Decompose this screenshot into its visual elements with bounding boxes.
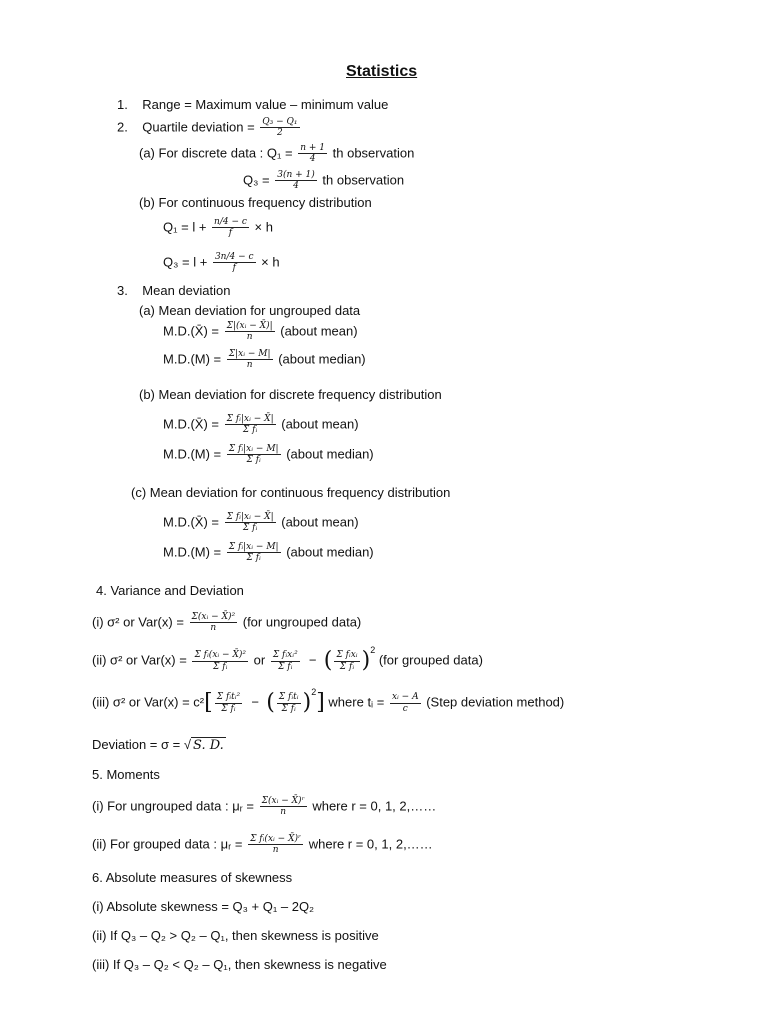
formula-label: M.D.(X̄) = bbox=[163, 323, 219, 339]
continuous-md-heading: (c) Mean deviation for continuous frequency distribution bbox=[131, 485, 451, 500]
formula-label: M.D.(M) = bbox=[163, 351, 222, 367]
left-bracket: [ bbox=[204, 690, 213, 715]
formula-tail: (about median) bbox=[286, 544, 374, 560]
negative-skewness: (iii) If Q₃ – Q₂ < Q₂ – Q₁, then skewness is negative bbox=[92, 957, 387, 972]
range-formula: Range = Maximum value – minimum value bbox=[142, 97, 389, 112]
fraction: $\frac{\text{Σ(xᵢ − X̄)ʳ}}{n}$ bbox=[261, 796, 305, 818]
right-paren: ) bbox=[302, 690, 312, 715]
left-paren: ( bbox=[266, 690, 275, 715]
minus-sign: − bbox=[308, 652, 317, 668]
variance-ungrouped bbox=[92, 612, 361, 634]
md-median-continuous bbox=[163, 542, 374, 564]
deviation-line bbox=[92, 738, 226, 752]
formula-tail: th observation bbox=[332, 145, 415, 161]
formula-tail: th observation bbox=[322, 172, 405, 188]
right-paren: ) bbox=[361, 648, 371, 673]
formula-label: Q₃ = bbox=[243, 172, 270, 188]
positive-skewness: (ii) If Q₃ – Q₂ > Q₂ – Q₁, then skewness is positive bbox=[92, 928, 379, 943]
fraction: $\frac{\text{Σ fᵢtᵢ}}{\text{Σ fᵢ}}$ bbox=[278, 692, 299, 714]
item-number: 1. bbox=[117, 97, 128, 112]
item-number: 3. bbox=[117, 283, 128, 298]
heading-text: Mean deviation bbox=[142, 283, 231, 298]
formula-label: M.D.(M) = bbox=[163, 446, 222, 462]
fraction: $\frac{\text{Σ fᵢ|xᵢ − X̄|}}{\text{Σ fᵢ}}$ bbox=[226, 512, 274, 534]
formula-tail: (for ungrouped data) bbox=[242, 614, 362, 630]
formula-tail: where r = 0, 1, 2,…… bbox=[308, 836, 433, 852]
continuous-heading: (b) For continuous frequency distribution bbox=[139, 195, 372, 210]
minus-sign: − bbox=[251, 694, 259, 710]
fraction: $\frac{\text{xᵢ − A}}{c}$ bbox=[391, 692, 419, 714]
fraction: $\frac{n/4 - c}{f}$ bbox=[214, 217, 247, 239]
formula-tail: (about mean) bbox=[281, 416, 359, 432]
exponent: 2 bbox=[311, 687, 317, 697]
fraction: $\frac{\text{Σ fᵢ(xᵢ − X̄)ʳ}}{n}$ bbox=[250, 834, 302, 856]
or-text: or bbox=[253, 652, 266, 668]
fraction: $\frac{\text{Σ fᵢ|xᵢ − M|}}{\text{Σ fᵢ}}$ bbox=[228, 444, 279, 466]
moments-grouped bbox=[92, 834, 433, 856]
formula-label: (iii) σ² or Var(x) = c² bbox=[92, 694, 205, 710]
formula-tail: (about median) bbox=[278, 351, 366, 367]
discrete-q3-line bbox=[243, 170, 404, 192]
left-paren: ( bbox=[323, 648, 333, 673]
radicand: S. D. bbox=[193, 738, 224, 753]
formula-label: (ii) σ² or Var(x) = bbox=[92, 652, 187, 668]
formula-label: M.D.(X̄) = bbox=[163, 514, 219, 530]
formula-label: M.D.(M) = bbox=[163, 544, 222, 560]
md-mean-discrete bbox=[163, 414, 359, 436]
fraction: $\frac{\text{Σ fᵢ|xᵢ − M|}}{\text{Σ fᵢ}}$ bbox=[228, 542, 279, 564]
formula-tail: (about mean) bbox=[280, 323, 358, 339]
where-label: where tᵢ = bbox=[328, 694, 385, 710]
formula-tail: where r = 0, 1, 2,…… bbox=[312, 798, 437, 814]
formula-tail: (Step deviation method) bbox=[426, 694, 565, 710]
formula-label: (i) σ² or Var(x) = bbox=[92, 614, 184, 630]
fraction: $\frac{n + 1}{4}$ bbox=[300, 143, 326, 165]
right-bracket: ] bbox=[316, 690, 325, 715]
page-title: Statistics bbox=[346, 63, 418, 80]
formula-label: (a) For discrete data : Q₁ = bbox=[139, 145, 293, 161]
formula-label: Deviation = σ = √ bbox=[92, 737, 191, 752]
moments-heading: 5. Moments bbox=[92, 767, 160, 782]
fraction: $\frac{\text{Σ fᵢ(xᵢ − X̄)²}}{\text{Σ fᵢ}}$ bbox=[194, 650, 246, 672]
moments-ungrouped bbox=[92, 796, 436, 818]
formula-tail: × h bbox=[261, 254, 280, 270]
formula-label: (i) For ungrouped data : μᵣ = bbox=[92, 798, 254, 814]
ungrouped-heading: (a) Mean deviation for ungrouped data bbox=[139, 303, 361, 318]
fraction: $\frac{\text{Σ fᵢtᵢ²}}{\text{Σ fᵢ}}$ bbox=[216, 692, 241, 714]
absolute-skewness: (i) Absolute skewness = Q₃ + Q₁ – 2Q₂ bbox=[92, 899, 315, 914]
continuous-q3-line bbox=[163, 252, 280, 274]
quartile-deviation-line bbox=[117, 117, 302, 139]
formula-tail: (for grouped data) bbox=[378, 652, 483, 668]
formula-tail: × h bbox=[254, 219, 273, 235]
fraction: $\frac{\text{Σ|xᵢ − M|}}{n}$ bbox=[228, 349, 271, 371]
md-mean-continuous bbox=[163, 512, 359, 534]
formula-label: M.D.(X̄) = bbox=[163, 416, 219, 432]
skewness-heading: 6. Absolute measures of skewness bbox=[92, 870, 293, 885]
fraction: $\frac{\text{Q₃ − Q₁}}{2}$ bbox=[262, 117, 298, 139]
quartile-deviation-label: Quartile deviation = bbox=[142, 119, 255, 135]
continuous-q1-line bbox=[163, 217, 273, 239]
fraction: $\frac{\text{Σ fᵢxᵢ}}{\text{Σ fᵢ}}$ bbox=[336, 650, 358, 672]
fraction: $\frac{\text{Σ(xᵢ − X̄)²}}{n}$ bbox=[191, 612, 236, 634]
range-line bbox=[117, 98, 388, 111]
discrete-q1-line bbox=[139, 143, 414, 165]
item-number: 2. bbox=[117, 119, 128, 135]
mean-deviation-heading bbox=[117, 284, 230, 297]
formula-label: (ii) For grouped data : μᵣ = bbox=[92, 836, 243, 852]
formula-tail: (about mean) bbox=[281, 514, 359, 530]
md-median-discrete bbox=[163, 444, 374, 466]
variance-step-deviation bbox=[92, 687, 565, 715]
discrete-md-heading: (b) Mean deviation for discrete frequency distribution bbox=[139, 387, 442, 402]
variance-grouped bbox=[92, 645, 483, 673]
formula-label: Q₃ = l + bbox=[163, 254, 208, 270]
fraction: $\frac{\text{Σ fᵢxᵢ²}}{\text{Σ fᵢ}}$ bbox=[272, 650, 298, 672]
fraction: $\frac{3(n + 1)}{4}$ bbox=[277, 170, 315, 192]
fraction: $\frac{\text{Σ|(xᵢ − X̄)|}}{n}$ bbox=[226, 321, 273, 343]
exponent: 2 bbox=[370, 645, 376, 655]
variance-heading: 4. Variance and Deviation bbox=[96, 583, 244, 598]
formula-label: Q₁ = l + bbox=[163, 219, 207, 235]
formula-tail: (about median) bbox=[286, 446, 374, 462]
fraction: $\frac{3n/4 - c}{f}$ bbox=[214, 252, 254, 274]
md-median-ungrouped bbox=[163, 349, 366, 371]
md-mean-ungrouped bbox=[163, 321, 358, 343]
fraction: $\frac{\text{Σ fᵢ|xᵢ − X̄|}}{\text{Σ fᵢ}}$ bbox=[226, 414, 274, 436]
